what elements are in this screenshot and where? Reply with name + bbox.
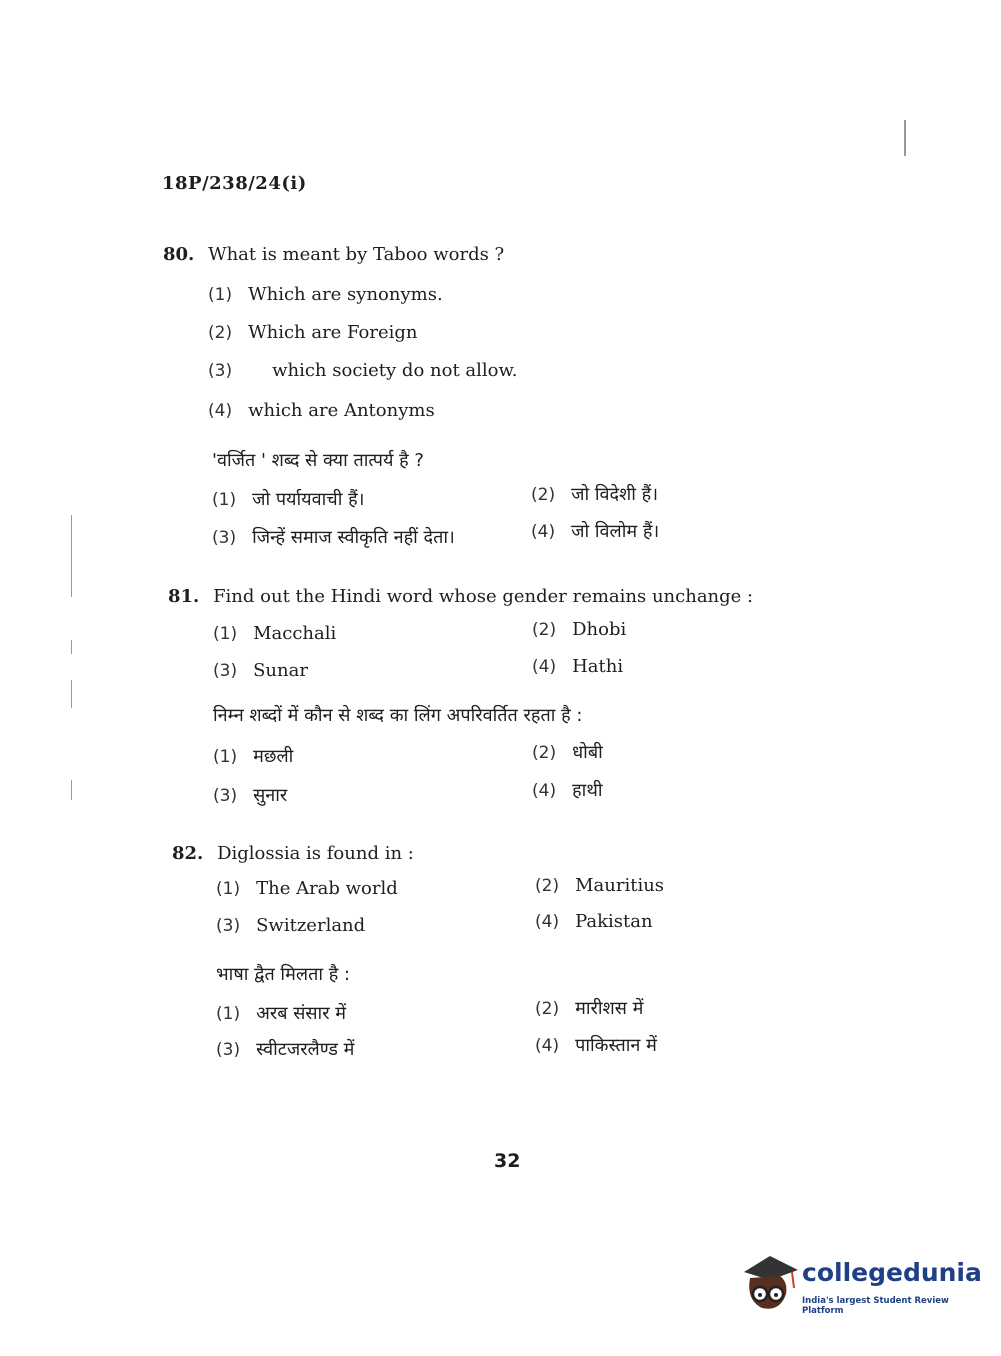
mascot-icon — [740, 1250, 800, 1316]
option: (1) Macchali — [213, 623, 337, 644]
hindi-option: (3) स्वीटजरलैण्ड में — [216, 1039, 355, 1060]
question-hindi-text: निम्न शब्दों में कौन से शब्द का लिंग अपरिवर्तित रहता है : — [213, 705, 583, 726]
option: (4) Hathi — [532, 656, 624, 677]
collegedunia-watermark — [740, 1250, 982, 1316]
question-number: 82. — [172, 843, 204, 864]
hindi-option: (3) जिन्हें समाज स्वीकृति नहीं देता। — [212, 527, 455, 548]
question-81 — [168, 586, 753, 607]
option: (3) which society do not allow. — [208, 360, 518, 381]
hindi-option: (1) जो पर्यायवाची हैं। — [212, 489, 365, 510]
hindi-option: (2) जो विदेशी हैं। — [531, 484, 659, 505]
scan-mark — [904, 120, 906, 156]
scan-mark — [71, 780, 72, 800]
scan-mark — [71, 515, 72, 597]
option: (4) which are Antonyms — [208, 400, 435, 421]
option: (2) Dhobi — [532, 619, 627, 640]
option: (1) The Arab world — [216, 878, 398, 899]
hindi-option: (4) पाकिस्तान में — [535, 1035, 657, 1056]
hindi-option: (2) धोबी — [532, 742, 603, 763]
question-hindi-text: 'वर्जित ' शब्द से क्या तात्पर्य है ? — [212, 450, 424, 471]
brand-tagline: India's largest Student Review Platform — [802, 1296, 949, 1316]
hindi-option: (1) मछली — [213, 746, 294, 767]
question-82 — [172, 843, 414, 864]
question-number: 81. — [168, 586, 200, 607]
option: (3) Sunar — [213, 660, 308, 681]
paper-code: 18P/238/24(i) — [162, 173, 307, 194]
question-number: 80. — [163, 244, 195, 265]
brand-name: collegedunia — [802, 1258, 982, 1287]
option: (2) Which are Foreign — [208, 322, 418, 343]
question-text: Diglossia is found in : — [217, 843, 414, 864]
question-text: What is meant by Taboo words ? — [208, 244, 505, 265]
option: (2) Mauritius — [535, 875, 665, 896]
option: (1) Which are synonyms. — [208, 284, 443, 305]
option: (4) Pakistan — [535, 911, 653, 932]
hindi-option: (2) मारीशस में — [535, 998, 644, 1019]
option: (3) Switzerland — [216, 915, 366, 936]
hindi-option: (4) हाथी — [532, 780, 603, 801]
hindi-option: (3) सुनार — [213, 785, 288, 806]
question-text: Find out the Hindi word whose gender remains unchange : — [213, 586, 754, 607]
hindi-option: (1) अरब संसार में — [216, 1003, 347, 1024]
hindi-option: (4) जो विलोम हैं। — [531, 521, 660, 542]
question-80 — [163, 244, 504, 265]
scan-mark — [71, 640, 72, 654]
question-hindi-text: भाषा द्वैत मिलता है : — [216, 964, 351, 985]
page-number: 32 — [494, 1150, 521, 1172]
scan-mark — [71, 680, 72, 708]
